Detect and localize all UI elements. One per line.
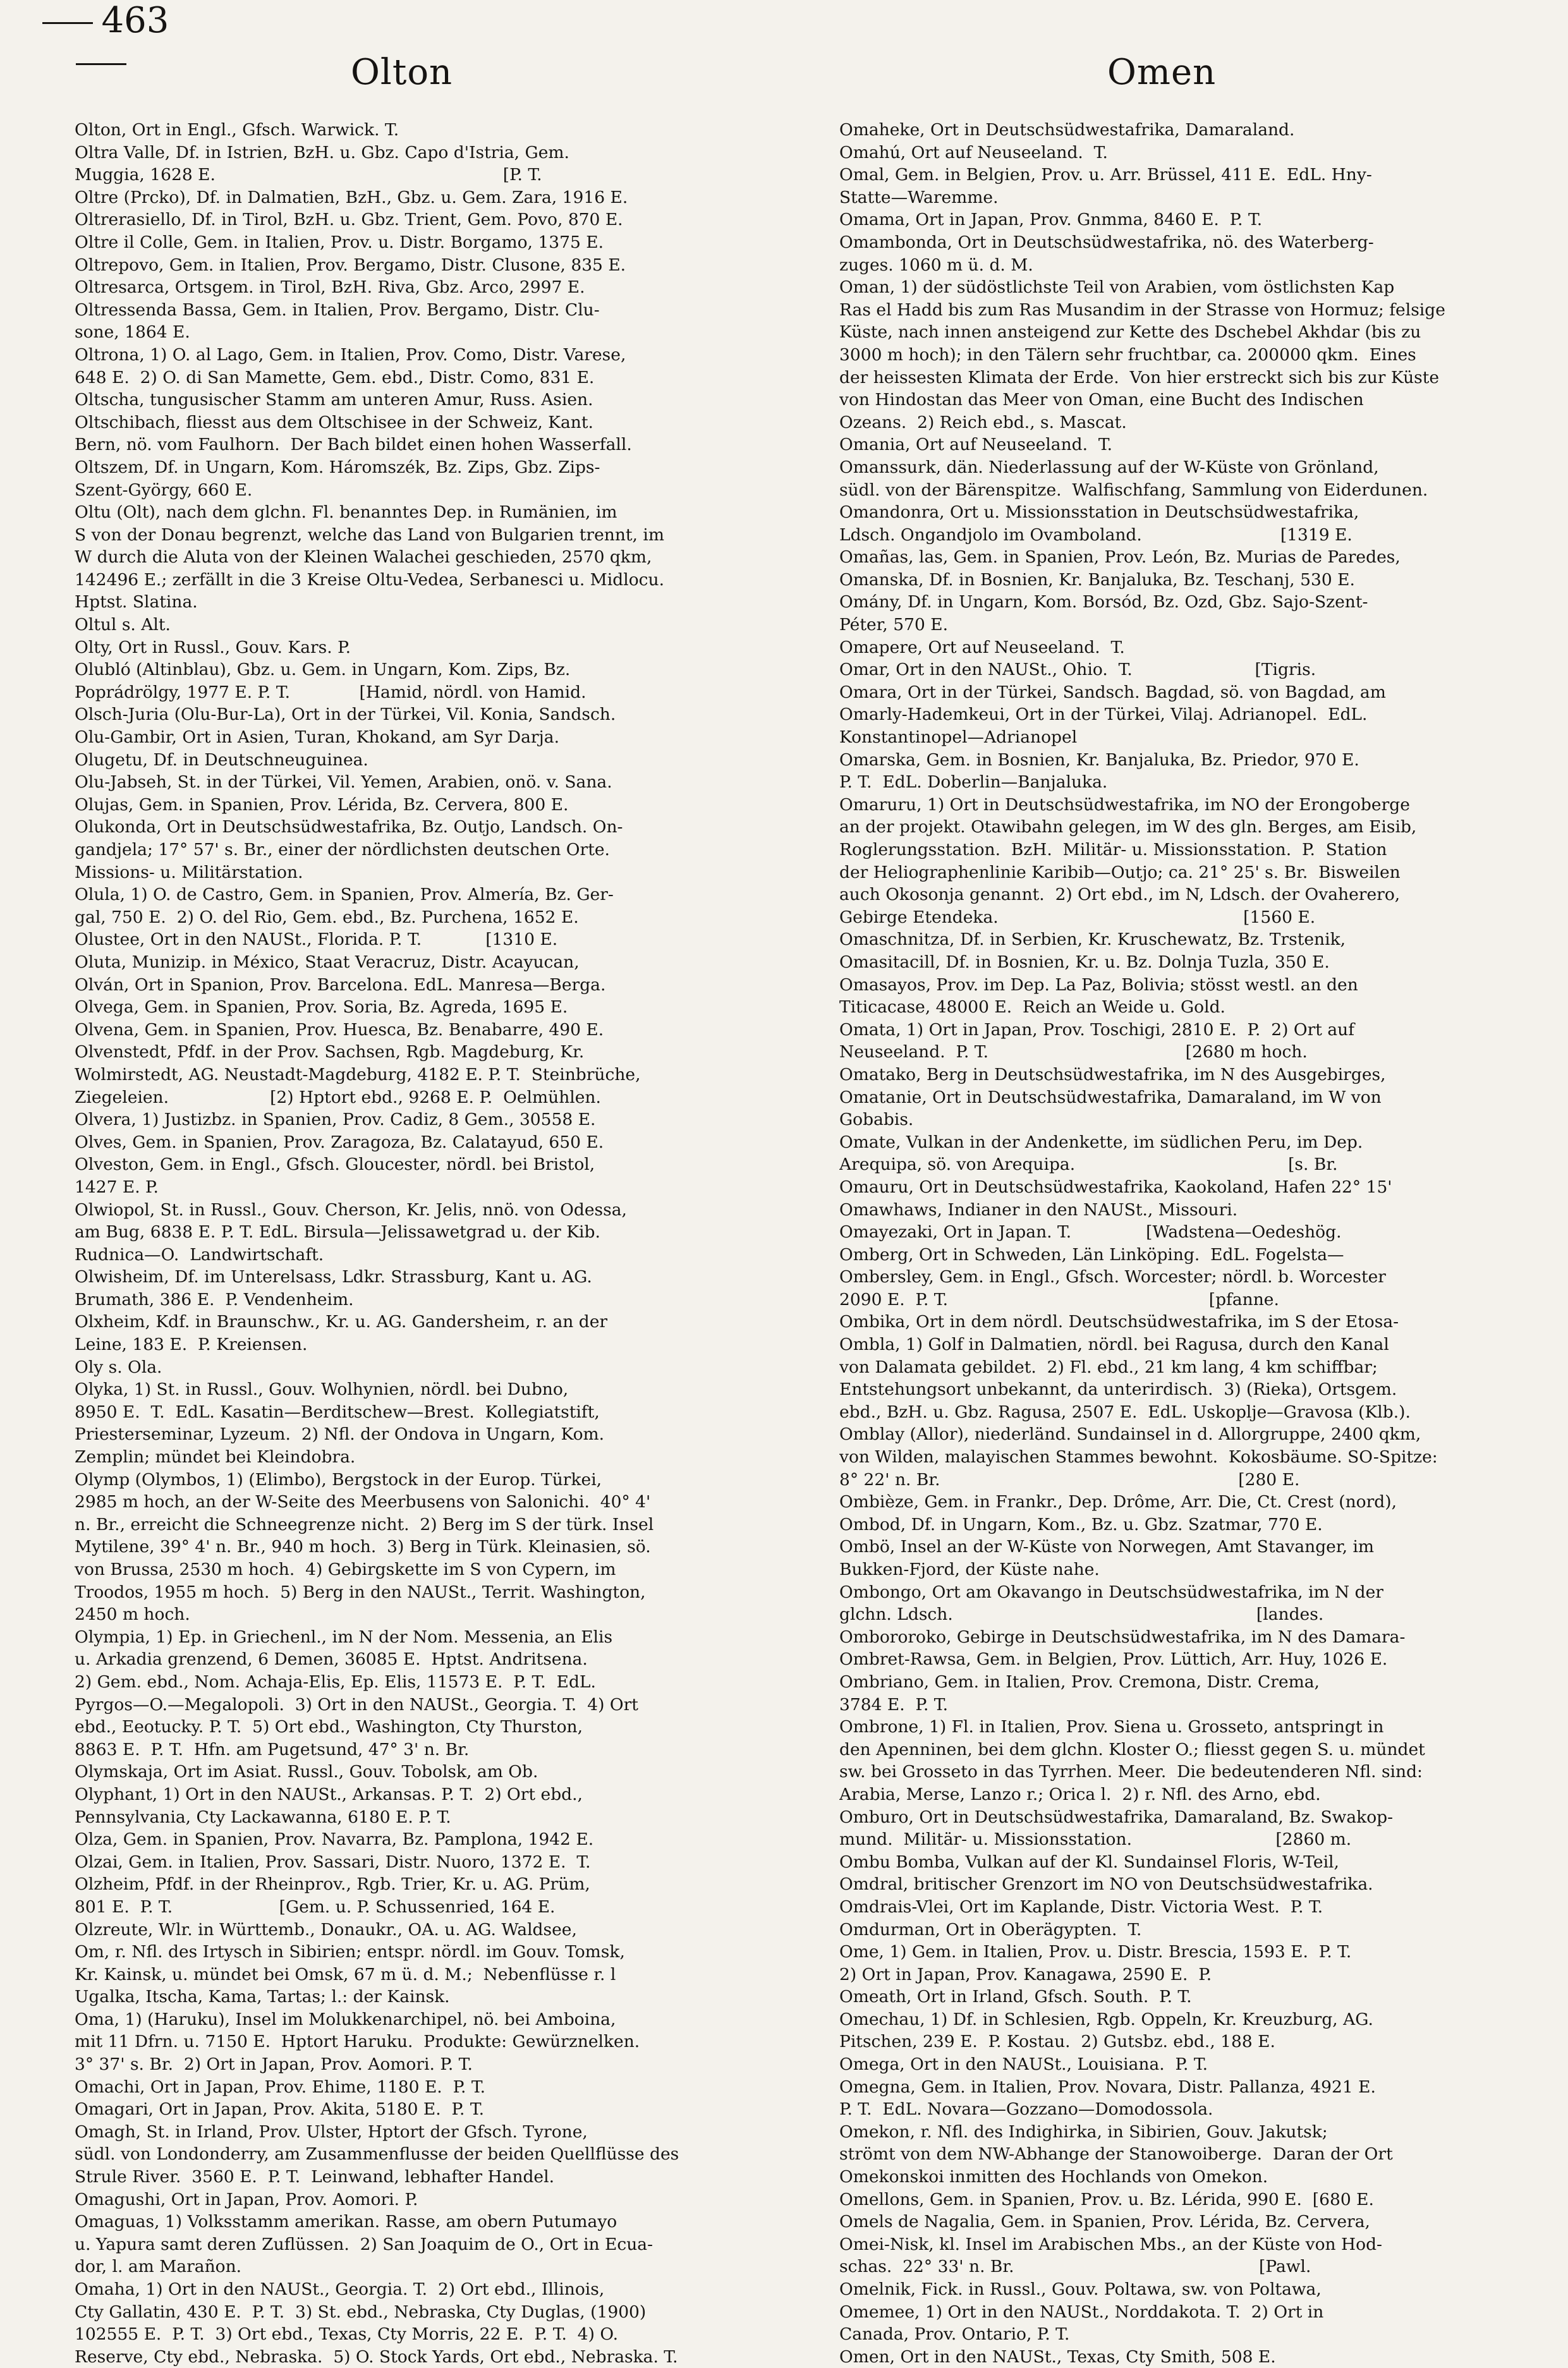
text-line: P. T. EdL. Novara—Gozzano—Domodossola. bbox=[839, 2099, 1213, 2120]
text-line: Omdurman, Ort in Oberägypten. T. bbox=[839, 1919, 1142, 1940]
text-line: von Brussa, 2530 m hoch. 4) Gebirgskette im S von Cypern, im bbox=[75, 1560, 616, 1579]
text-line: gal, 750 E. 2) O. del Rio, Gem. ebd., Bz. Purchena, 1652 E. bbox=[75, 907, 579, 927]
text-line: Omate, Vulkan in der Andenkette, im südlichen Peru, im Dep. bbox=[839, 1132, 1363, 1152]
text-line: Priesterseminar, Lyzeum. 2) Nfl. der Ondova in Ungarn, Kom. bbox=[75, 1424, 605, 1445]
text-line: Olsch-Juria (Olu-Bur-La), Ort in der Türkei, Vil. Konia, Sandsch. bbox=[75, 705, 616, 725]
text-line: Hptst. Slatina. bbox=[75, 592, 198, 612]
left-column bbox=[75, 119, 776, 2368]
text-line: Neuseeland. P. T. [2680 m hoch. bbox=[839, 1042, 1308, 1062]
text-line: Ombersley, Gem. in Engl., Gfsch. Worcester; nördl. b. Worcester bbox=[839, 1267, 1386, 1287]
text-line: Omagh, St. in Irland, Prov. Ulster, Hptort der Gfsch. Tyrone, bbox=[75, 2122, 588, 2142]
text-line: Oltre (Prcko), Df. in Dalmatien, BzH., Gbz. u. Gem. Zara, 1916 E. bbox=[75, 187, 628, 207]
text-line: Omanssurk, dän. Niederlassung auf der W-Küste von Grönland, bbox=[839, 457, 1379, 477]
text-line: Ombu Bomba, Vulkan auf der Kl. Sundainsel Floris, W-Teil, bbox=[839, 1852, 1339, 1872]
text-line: Ome, 1) Gem. in Italien, Prov. u. Distr. Brescia, 1593 E. P. T. bbox=[839, 1942, 1352, 1962]
text-line: Oman, 1) der südöstlichste Teil von Arabien, vom östlichsten Kap bbox=[839, 277, 1395, 298]
text-line: Bern, nö. vom Faulhorn. Der Bach bildet einen hohen Wasserfall. bbox=[75, 435, 632, 455]
text-line: Ombrone, 1) Fl. in Italien, Prov. Siena u. Grosseto, antspringt in bbox=[839, 1717, 1384, 1737]
text-line: Omal, Gem. in Belgien, Prov. u. Arr. Brüssel, 411 E. EdL. Hny- bbox=[839, 165, 1372, 185]
text-line: Omeath, Ort in Irland, Gfsch. South. P. T. bbox=[839, 1987, 1192, 2007]
text-line: Omaheke, Ort in Deutschsüdwestafrika, Damaraland. bbox=[839, 120, 1295, 140]
text-line: Pennsylvania, Cty Lackawanna, 6180 E. P. T. bbox=[75, 1807, 451, 1827]
text-line: Rudnica—O. Landwirtschaft. bbox=[75, 1244, 324, 1265]
text-line: Pyrgos—O.—Megalopoli. 3) Ort in den NAUSt., Georgia. T. 4) Ort bbox=[75, 1694, 638, 1715]
text-line: Ombod, Df. in Ungarn, Kom., Bz. u. Gbz. Szatmar, 770 E. bbox=[839, 1514, 1323, 1534]
running-head-first-entry: Olton bbox=[351, 52, 453, 93]
text-line: Muggia, 1628 E. [P. T. bbox=[75, 165, 542, 185]
text-line: Omania, Ort auf Neuseeland. T. bbox=[839, 435, 1113, 455]
text-line: Ombriano, Gem. in Italien, Prov. Cremona, Distr. Crema, bbox=[839, 1672, 1320, 1692]
text-line: 8950 E. T. EdL. Kasatin—Berditschew—Brest. Kollegiatstift, bbox=[75, 1402, 600, 1422]
text-line: Olvena, Gem. in Spanien, Prov. Huesca, Bz. Benabarre, 490 E. bbox=[75, 1019, 604, 1040]
text-line: Olympia, 1) Ep. in Griechenl., im N der Nom. Messenia, an Elis bbox=[75, 1627, 613, 1647]
text-line: Omelnik, Fick. in Russl., Gouv. Poltawa, sw. von Poltawa, bbox=[839, 2280, 1322, 2299]
text-line: Omarska, Gem. in Bosnien, Kr. Banjaluka, Bz. Priedor, 970 E. bbox=[839, 750, 1359, 770]
text-line: Olves, Gem. in Spanien, Prov. Zaragoza, Bz. Calatayud, 650 E. bbox=[75, 1132, 604, 1152]
text-line: Szent-György, 660 E. bbox=[75, 480, 253, 500]
text-line: Ombika, Ort in dem nördl. Deutschsüdwestafrika, im S der Etosa- bbox=[839, 1312, 1399, 1332]
text-line: Titicacase, 48000 E. Reich an Weide u. Gold. bbox=[839, 997, 1225, 1017]
text-line: Omapere, Ort auf Neuseeland. T. bbox=[839, 637, 1125, 657]
text-line: Péter, 570 E. bbox=[839, 615, 949, 635]
text-line: Omega, Ort in den NAUSt., Louisiana. P. T. bbox=[839, 2055, 1208, 2075]
text-line: Olustee, Ort in den NAUSt., Florida. P. T. [1310 E. bbox=[75, 930, 558, 950]
text-line: Olza, Gem. in Spanien, Prov. Navarra, Bz. Pamplona, 1942 E. bbox=[75, 1830, 594, 1850]
text-line: Omañas, las, Gem. in Spanien, Prov. León, Bz. Murias de Paredes, bbox=[839, 547, 1401, 568]
text-line: u. Arkadia grenzend, 6 Demen, 36085 E. Hptst. Andritsena. bbox=[75, 1649, 588, 1670]
text-line: Omayezaki, Ort in Japan. T. [Wadstena—Oedeshög. bbox=[839, 1222, 1342, 1242]
text-line: Olveston, Gem. in Engl., Gfsch. Gloucester, nördl. bei Bristol, bbox=[75, 1155, 595, 1175]
text-line: Olubló (Altinblau), Gbz. u. Gem. in Ungarn, Kom. Zips, Bz. bbox=[75, 660, 571, 680]
text-line: Omagari, Ort in Japan, Prov. Akita, 5180 E. P. T. bbox=[75, 2099, 485, 2120]
text-line: gandjela; 17° 57' s. Br., einer der nördlichsten deutschen Orte. bbox=[75, 840, 610, 859]
text-line: u. Yapura samt deren Zuflüssen. 2) San Joaquim de O., Ort in Ecua- bbox=[75, 2234, 653, 2254]
text-line: Zemplin; mündet bei Kleindobra. bbox=[75, 1447, 356, 1467]
text-line: Omechau, 1) Df. in Schlesien, Rgb. Oppeln, Kr. Kreuzburg, AG. bbox=[839, 2009, 1373, 2029]
header-rule-left bbox=[42, 22, 93, 24]
text-line: 2) Ort in Japan, Prov. Kanagawa, 2590 E. P. bbox=[839, 1964, 1212, 1984]
text-line: Canada, Prov. Ontario, P. T. bbox=[839, 2324, 1070, 2345]
text-line: Olula, 1) O. de Castro, Gem. in Spanien, Prov. Almería, Bz. Ger- bbox=[75, 885, 614, 905]
text-line: Oltschibach, fliesst aus dem Oltschisee in der Schweiz, Kant. bbox=[75, 412, 593, 432]
text-line: Oltre il Colle, Gem. in Italien, Prov. u. Distr. Borgamo, 1375 E. bbox=[75, 232, 604, 252]
text-line: 102555 E. P. T. 3) Ort ebd., Texas, Cty Morris, 22 E. P. T. 4) O. bbox=[75, 2324, 619, 2345]
text-line: von Dalamata gebildet. 2) Fl. ebd., 21 km lang, 4 km schiffbar; bbox=[839, 1357, 1378, 1377]
text-line: Olymskaja, Ort im Asiat. Russl., Gouv. Tobolsk, am Ob. bbox=[75, 1762, 538, 1782]
header-rule-right bbox=[76, 63, 126, 65]
text-line: Oltrepovo, Gem. in Italien, Prov. Bergamo, Distr. Clusone, 835 E. bbox=[75, 255, 626, 275]
text-line: Olvenstedt, Pfdf. in der Prov. Sachsen, Rgb. Magdeburg, Kr. bbox=[75, 1042, 585, 1062]
text-line: Ombièze, Gem. in Frankr., Dep. Drôme, Arr. Die, Ct. Crest (nord), bbox=[839, 1492, 1397, 1512]
text-line: Ugalka, Itscha, Kama, Tartas; l.: der Kainsk. bbox=[75, 1987, 450, 2007]
text-line: Oltrona, 1) O. al Lago, Gem. in Italien, Prov. Como, Distr. Varese, bbox=[75, 344, 626, 365]
text-line: mund. Militär- u. Missionsstation. [2860 m. bbox=[839, 1830, 1352, 1850]
text-line: Omahú, Ort auf Neuseeland. T. bbox=[839, 142, 1108, 162]
text-line: zuges. 1060 m ü. d. M. bbox=[839, 255, 1033, 275]
text-line: sw. bei Grosseto in das Tyrrhen. Meer. Die bedeutenderen Nfl. sind: bbox=[839, 1762, 1423, 1782]
text-line: südl. von der Bärenspitze. Walfischfang, Sammlung von Eiderdunen. bbox=[839, 480, 1428, 500]
text-line: Omaha, 1) Ort in den NAUSt., Georgia. T. 2) Ort ebd., Illinois, bbox=[75, 2280, 605, 2299]
text-line: n. Br., erreicht die Schneegrenze nicht. 2) Berg im S der türk. Insel bbox=[75, 1514, 654, 1534]
text-line: Olzreute, Wlr. in Württemb., Donaukr., OA. u. AG. Waldsee, bbox=[75, 1919, 577, 1940]
text-line: Olzheim, Pfdf. in der Rheinprov., Rgb. Trier, Kr. u. AG. Prüm, bbox=[75, 1874, 590, 1895]
text-line: südl. von Londonderry, am Zusammenflusse der beiden Quellflüsse des bbox=[75, 2144, 679, 2165]
text-line: Ombla, 1) Golf in Dalmatien, nördl. bei Ragusa, durch den Kanal bbox=[839, 1335, 1389, 1355]
text-line: Oltul s. Alt. bbox=[75, 615, 171, 635]
text-line: Küste, nach innen ansteigend zur Kette des Dschebel Akhdar (bis zu bbox=[839, 322, 1421, 343]
right-column bbox=[839, 119, 1541, 2368]
text-line: Omány, Df. in Ungarn, Kom. Borsód, Bz. Ozd, Gbz. Sajo-Szent- bbox=[839, 592, 1368, 612]
text-line: Ras el Hadd bis zum Ras Musandim in der Strasse von Hormuz; felsige bbox=[839, 300, 1445, 320]
text-line: Gobabis. bbox=[839, 1110, 914, 1130]
text-line: Omambonda, Ort in Deutschsüdwestafrika, nö. des Waterberg- bbox=[839, 232, 1374, 252]
text-line: Olyphant, 1) Ort in den NAUSt., Arkansas. P. T. 2) Ort ebd., bbox=[75, 1784, 583, 1804]
text-line: Bukken-Fjord, der Küste nahe. bbox=[839, 1560, 1100, 1579]
text-line: Arequipa, sö. von Arequipa. [s. Br. bbox=[839, 1155, 1338, 1175]
text-line: den Apenninen, bei dem glchn. Kloster O.; fliesst gegen S. u. mündet bbox=[839, 1739, 1425, 1759]
text-line: Olymp (Olymbos, 1) (Elimbo), Bergstock in der Europ. Türkei, bbox=[75, 1469, 602, 1490]
text-line: Gebirge Etendeka. [1560 E. bbox=[839, 907, 1316, 927]
text-line: Ozeans. 2) Reich ebd., s. Mascat. bbox=[839, 412, 1127, 432]
text-line: Oma, 1) (Haruku), Insel im Molukkenarchipel, nö. bei Amboina, bbox=[75, 2009, 616, 2029]
text-line: 142496 E.; zerfällt in die 3 Kreise Oltu-Vedea, Serbanesci u. Midlocu. bbox=[75, 569, 664, 590]
text-line: 801 E. P. T. [Gem. u. P. Schussenried, 164 E. bbox=[75, 1897, 556, 1917]
text-line: Omei-Nisk, kl. Insel im Arabischen Mbs., an der Küste von Hod- bbox=[839, 2234, 1383, 2254]
text-line: Olugetu, Df. in Deutschneuguinea. bbox=[75, 750, 368, 770]
text-line: Omekon, r. Nfl. des Indighirka, in Sibirien, Gouv. Jakutsk; bbox=[839, 2122, 1328, 2142]
text-line: Cty Gallatin, 430 E. P. T. 3) St. ebd., Nebraska, Cty Duglas, (1900) bbox=[75, 2302, 647, 2322]
text-line: Roglerungsstation. BzH. Militär- u. Missionsstation. P. Station bbox=[839, 840, 1387, 859]
text-line: Kr. Kainsk, u. mündet bei Omsk, 67 m ü. d. M.; Nebenflüsse r. l bbox=[75, 1964, 616, 1984]
text-line: am Bug, 6838 E. P. T. EdL. Birsula—Jelissawetgrad u. der Kib. bbox=[75, 1222, 600, 1242]
text-line: dor, l. am Marañon. bbox=[75, 2257, 242, 2277]
text-line: Omegna, Gem. in Italien, Prov. Novara, Distr. Pallanza, 4921 E. bbox=[839, 2077, 1376, 2097]
text-line: Statte—Waremme. bbox=[839, 187, 999, 207]
text-line: Omasitacill, Df. in Bosnien, Kr. u. Bz. Dolnja Tuzla, 350 E. bbox=[839, 952, 1330, 972]
text-line: Olván, Ort in Spanion, Prov. Barcelona. EdL. Manresa—Berga. bbox=[75, 975, 606, 995]
text-line: Olxheim, Kdf. in Braunschw., Kr. u. AG. Gandersheim, r. an der bbox=[75, 1312, 608, 1332]
page-number: 463 bbox=[101, 0, 169, 41]
text-line: auch Okosonja genannt. 2) Ort ebd., im N, Ldsch. der Ovaherero, bbox=[839, 885, 1401, 905]
text-line: Pitschen, 239 E. P. Kostau. 2) Gutsbz. ebd., 188 E. bbox=[839, 2032, 1275, 2052]
text-line: von Wilden, malayischen Stammes bewohnt. Kokosbäume. SO-Spitze: bbox=[839, 1447, 1438, 1467]
text-line: sone, 1864 E. bbox=[75, 322, 190, 343]
text-line: Oluta, Munizip. in México, Staat Veracruz, Distr. Acayucan, bbox=[75, 952, 580, 972]
running-head-last-entry: Omen bbox=[1107, 52, 1217, 93]
text-line: Ombret-Rawsa, Gem. in Belgien, Prov. Lüttich, Arr. Huy, 1026 E. bbox=[839, 1649, 1388, 1670]
text-line: Brumath, 386 E. P. Vendenheim. bbox=[75, 1289, 354, 1309]
text-line: W durch die Aluta von der Kleinen Walachei geschieden, 2570 qkm, bbox=[75, 547, 652, 568]
text-line: Oltresarca, Ortsgem. in Tirol, BzH. Riva, Gbz. Arco, 2997 E. bbox=[75, 277, 585, 298]
text-line: Olwiopol, St. in Russl., Gouv. Cherson, Kr. Jelis, nnö. von Odessa, bbox=[75, 1199, 627, 1220]
text-line: glchn. Ldsch. [landes. bbox=[839, 1605, 1324, 1625]
text-line: von Hindostan das Meer von Oman, eine Bucht des Indischen bbox=[839, 390, 1364, 410]
text-line: Olty, Ort in Russl., Gouv. Kars. P. bbox=[75, 637, 351, 657]
text-line: 2) Gem. ebd., Nom. Achaja-Elis, Ep. Elis, 11573 E. P. T. EdL. bbox=[75, 1672, 596, 1692]
text-line: Ombororoko, Gebirge in Deutschsüdwestafrika, im N des Damara- bbox=[839, 1627, 1406, 1647]
text-line: Olu-Gambir, Ort in Asien, Turan, Khokand, am Syr Darja. bbox=[75, 727, 559, 748]
text-line: 3000 m hoch); in den Tälern sehr fruchtbar, ca. 200000 qkm. Eines bbox=[839, 344, 1416, 365]
text-line: Omata, 1) Ort in Japan, Prov. Toschigi, 2810 E. P. 2) Ort auf bbox=[839, 1019, 1355, 1040]
text-line: Omasayos, Prov. im Dep. La Paz, Bolivia; stösst westl. an den bbox=[839, 975, 1358, 995]
text-line: Omachi, Ort in Japan, Prov. Ehime, 1180 E. P. T. bbox=[75, 2077, 486, 2097]
text-line: Olvega, Gem. in Spanien, Prov. Soria, Bz. Agreda, 1695 E. bbox=[75, 997, 568, 1017]
text-line: Omburo, Ort in Deutschsüdwestafrika, Damaraland, Bz. Swakop- bbox=[839, 1807, 1394, 1827]
text-line: Troodos, 1955 m hoch. 5) Berg in den NAUSt., Territ. Washington, bbox=[75, 1582, 646, 1602]
text-line: Olvera, 1) Justizbz. in Spanien, Prov. Cadiz, 8 Gem., 30558 E. bbox=[75, 1110, 596, 1130]
text-line: Omara, Ort in der Türkei, Sandsch. Bagdad, sö. von Bagdad, am bbox=[839, 682, 1386, 702]
text-line: Omanska, Df. in Bosnien, Kr. Banjaluka, Bz. Teschanj, 530 E. bbox=[839, 569, 1355, 590]
text-line: Olzai, Gem. in Italien, Prov. Sassari, Distr. Nuoro, 1372 E. T. bbox=[75, 1852, 591, 1872]
text-line: Poprádrölgy, 1977 E. P. T. [Hamid, nördl. von Hamid. bbox=[75, 682, 586, 702]
text-line: Olton, Ort in Engl., Gfsch. Warwick. T. bbox=[75, 120, 399, 140]
text-line: Omen, Ort in den NAUSt., Texas, Cty Smith, 508 E. bbox=[839, 2347, 1276, 2367]
text-line: Olwisheim, Df. im Unterelsass, Ldkr. Strassburg, Kant u. AG. bbox=[75, 1267, 592, 1287]
text-line: Oltra Valle, Df. in Istrien, BzH. u. Gbz. Capo d'Istria, Gem. bbox=[75, 142, 569, 162]
text-line: Omandonra, Ort u. Missionsstation in Deutschsüdwestafrika, bbox=[839, 502, 1359, 523]
text-line: Oltscha, tungusischer Stamm am unteren Amur, Russ. Asien. bbox=[75, 390, 593, 410]
text-line: Strule River. 3560 E. P. T. Leinwand, lebhafter Handel. bbox=[75, 2167, 554, 2187]
text-line: Olu-Jabseh, St. in der Türkei, Vil. Yemen, Arabien, onö. v. Sana. bbox=[75, 772, 612, 792]
text-line: Omekonskoi inmitten des Hochlands von Omekon. bbox=[839, 2167, 1268, 2187]
text-line: Omauru, Ort in Deutschsüdwestafrika, Kaokoland, Hafen 22° 15' bbox=[839, 1177, 1392, 1197]
text-line: Omagushi, Ort in Japan, Prov. Aomori. P. bbox=[75, 2189, 418, 2209]
text-line: Olukonda, Ort in Deutschsüdwestafrika, Bz. Outjo, Landsch. On- bbox=[75, 817, 623, 837]
text-line: 2090 E. P. T. [pfanne. bbox=[839, 1289, 1279, 1309]
text-line: Omar, Ort in den NAUSt., Ohio. T. [Tigris. bbox=[839, 660, 1316, 680]
text-line: Missions- u. Militärstation. bbox=[75, 862, 303, 882]
text-line: Omaschnitza, Df. in Serbien, Kr. Kruschewatz, Bz. Trstenik, bbox=[839, 930, 1346, 950]
text-line: schas. 22° 33' n. Br. [Pawl. bbox=[839, 2257, 1311, 2277]
text-line: 3784 E. P. T. bbox=[839, 1694, 948, 1715]
text-line: 1427 E. P. bbox=[75, 1177, 159, 1197]
text-line: Oltszem, Df. in Ungarn, Kom. Háromszék, Bz. Zips, Gbz. Zips- bbox=[75, 457, 600, 477]
text-line: Oly s. Ola. bbox=[75, 1357, 162, 1377]
text-line: Ldsch. Ongandjolo im Ovamboland. [1319 E. bbox=[839, 525, 1352, 545]
text-line: Oltu (Olt), nach dem glchn. Fl. benanntes Dep. in Rumänien, im bbox=[75, 502, 617, 523]
text-line: 8863 E. P. T. Hfn. am Pugetsund, 47° 3' n. Br. bbox=[75, 1739, 470, 1759]
text-line: Olujas, Gem. in Spanien, Prov. Lérida, Bz. Cervera, 800 E. bbox=[75, 794, 569, 815]
text-line: Omarly-Hademkeui, Ort in der Türkei, Vilaj. Adrianopel. EdL. bbox=[839, 705, 1368, 725]
text-line: Om, r. Nfl. des Irtysch in Sibirien; entspr. nördl. im Gouv. Tomsk, bbox=[75, 1942, 625, 1962]
text-line: Olyka, 1) St. in Russl., Gouv. Wolhynien, nördl. bei Dubno, bbox=[75, 1380, 569, 1400]
text-line: Omdrais-Vlei, Ort im Kaplande, Distr. Victoria West. P. T. bbox=[839, 1897, 1323, 1917]
text-line: Konstantinopel—Adrianopel bbox=[839, 727, 1078, 748]
text-line: Omels de Nagalia, Gem. in Spanien, Prov. Lérida, Bz. Cervera, bbox=[839, 2212, 1370, 2232]
text-line: Omaruru, 1) Ort in Deutschsüdwestafrika, im NO der Erongoberge bbox=[839, 794, 1410, 815]
text-line: Oltressenda Bassa, Gem. in Italien, Prov. Bergamo, Distr. Clu- bbox=[75, 300, 600, 320]
text-line: P. T. EdL. Doberlin—Banjaluka. bbox=[839, 772, 1108, 792]
text-line: ebd., BzH. u. Gbz. Ragusa, 2507 E. EdL. Uskoplje—Gravosa (Klb.). bbox=[839, 1402, 1411, 1422]
text-line: der heissesten Klimata der Erde. Von hier erstreckt sich bis zur Küste bbox=[839, 367, 1440, 387]
text-line: Arabia, Merse, Lanzo r.; Orica l. 2) r. Nfl. des Arno, ebd. bbox=[839, 1784, 1321, 1804]
text-line: Ombongo, Ort am Okavango in Deutschsüdwestafrika, im N der bbox=[839, 1582, 1383, 1602]
text-line: Omama, Ort in Japan, Prov. Gnmma, 8460 E. P. T. bbox=[839, 210, 1263, 230]
text-line: Ombö, Insel an der W-Küste von Norwegen, Amt Stavanger, im bbox=[839, 1537, 1375, 1557]
text-line: Omellons, Gem. in Spanien, Prov. u. Bz. Lérida, 990 E. [680 E. bbox=[839, 2189, 1374, 2209]
text-line: 2450 m hoch. bbox=[75, 1605, 190, 1625]
text-line: 2985 m hoch, an der W-Seite des Meerbusens von Salonichi. 40° 4' bbox=[75, 1492, 651, 1512]
text-line: Wolmirstedt, AG. Neustadt-Magdeburg, 4182 E. P. T. Steinbrüche, bbox=[75, 1064, 641, 1084]
text-line: Reserve, Cty ebd., Nebraska. 5) O. Stock Yards, Ort ebd., Nebraska. T. bbox=[75, 2347, 678, 2367]
text-line: der Heliographenlinie Karibib—Outjo; ca. 21° 25' s. Br. Bisweilen bbox=[839, 862, 1401, 882]
text-line: Omaguas, 1) Volksstamm amerikan. Rasse, am obern Putumayo bbox=[75, 2212, 617, 2232]
text-line: Oltrerasiello, Df. in Tirol, BzH. u. Gbz. Trient, Gem. Povo, 870 E. bbox=[75, 210, 623, 230]
text-line: Omawhaws, Indianer in den NAUSt., Missouri. bbox=[839, 1199, 1238, 1220]
text-line: ebd., Eeotucky. P. T. 5) Ort ebd., Washington, Cty Thurston, bbox=[75, 1717, 583, 1737]
text-line: Ziegeleien. [2) Hptort ebd., 9268 E. P. Oelmühlen. bbox=[75, 1087, 601, 1107]
text-line: Leine, 183 E. P. Kreiensen. bbox=[75, 1335, 308, 1355]
text-line: 3° 37' s. Br. 2) Ort in Japan, Prov. Aomori. P. T. bbox=[75, 2055, 473, 2075]
text-line: S von der Donau begrenzt, welche das Land von Bulgarien trennt, im bbox=[75, 525, 665, 545]
text-line: 648 E. 2) O. di San Mamette, Gem. ebd., Distr. Como, 831 E. bbox=[75, 367, 595, 387]
text-line: strömt von dem NW-Abhange der Stanowoiberge. Daran der Ort bbox=[839, 2144, 1393, 2165]
text-line: an der projekt. Otawibahn gelegen, im W des gln. Berges, am Eisib, bbox=[839, 817, 1417, 837]
text-line: Omberg, Ort in Schweden, Län Linköping. EdL. Fogelsta— bbox=[839, 1244, 1344, 1265]
text-line: Mytilene, 39° 4' n. Br., 940 m hoch. 3) Berg in Türk. Kleinasien, sö. bbox=[75, 1537, 651, 1557]
text-line: Omblay (Allor), niederländ. Sundainsel in d. Allorgruppe, 2400 qkm, bbox=[839, 1424, 1421, 1445]
text-line: mit 11 Dfrn. u. 7150 E. Hptort Haruku. Produkte: Gewürznelken. bbox=[75, 2032, 640, 2052]
page-number-block bbox=[0, 0, 202, 82]
text-line: 8° 22' n. Br. [280 E. bbox=[839, 1469, 1300, 1490]
text-line: Entstehungsort unbekannt, da unterirdisch. 3) (Rieka), Ortsgem. bbox=[839, 1380, 1397, 1400]
text-line: Omatanie, Ort in Deutschsüdwestafrika, Damaraland, im W von bbox=[839, 1087, 1382, 1107]
text-line: Omdral, britischer Grenzort im NO von Deutschsüdwestafrika. bbox=[839, 1874, 1373, 1895]
text-line: Omemee, 1) Ort in den NAUSt., Norddakota. T. 2) Ort in bbox=[839, 2302, 1324, 2322]
text-line: Omatako, Berg in Deutschsüdwestafrika, im N des Ausgebirges, bbox=[839, 1064, 1386, 1084]
